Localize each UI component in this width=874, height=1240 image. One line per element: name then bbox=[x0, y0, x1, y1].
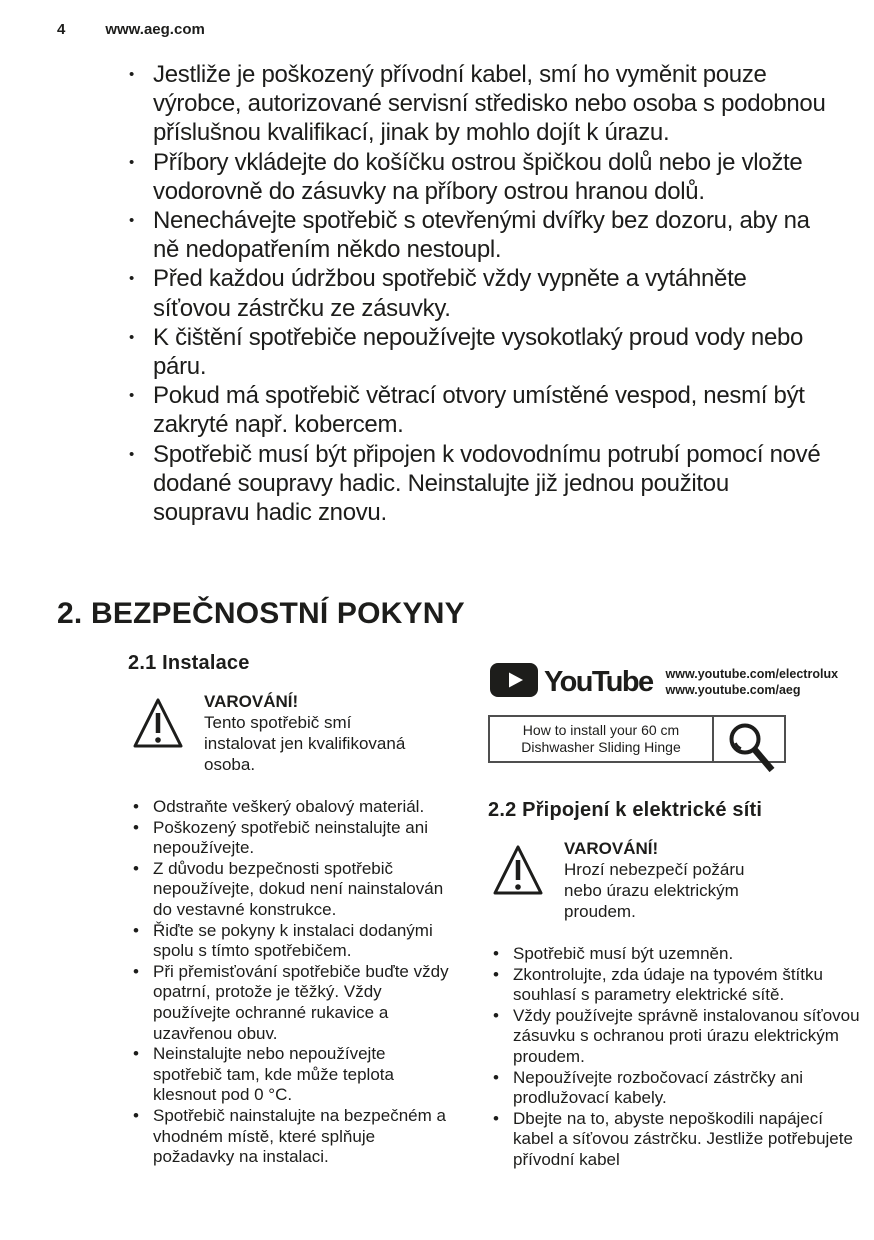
youtube-url-electrolux: www.youtube.com/electrolux bbox=[665, 667, 839, 681]
youtube-wordmark: YouTube bbox=[544, 665, 653, 698]
youtube-banner bbox=[490, 662, 862, 702]
list-item: • Spotřebič musí být uzemněn. bbox=[488, 944, 862, 965]
page-number: 4 bbox=[57, 21, 66, 38]
list-item: • Zkontrolujte, zda údaje na typovém štítku souhlasí s parametry elektrické sítě. bbox=[488, 965, 862, 1006]
electrical-warning bbox=[492, 838, 862, 922]
list-item: • Při přemisťování spotřebiče buďte vždy opatrní, protože je těžký. Vždy používejte ochranné rukavice a uzavřenou obuv. bbox=[128, 962, 452, 1044]
warning-label: VAROVÁNÍ! bbox=[564, 839, 659, 858]
list-item: • Nenechávejte spotřebič s otevřenými dvířky bez dozoru, aby na ně nedopatřením někdo nestoupl. bbox=[126, 206, 826, 264]
list-item: • Poškozený spotřebič neinstalujte ani nepoužívejte. bbox=[128, 818, 452, 859]
electrical-bullet-list bbox=[488, 944, 862, 1171]
warning-body: Hrozí nebezpečí požáru nebo úrazu elektrickým proudem. bbox=[564, 860, 745, 921]
warning-text-block bbox=[564, 838, 782, 922]
page-header bbox=[57, 21, 205, 38]
list-item: • Pokud má spotřebič větrací otvory umístěné vespod, nesmí být zakryté např. kobercem. bbox=[126, 381, 826, 439]
installation-warning bbox=[132, 691, 452, 775]
list-item: • Spotřebič musí být připojen k vodovodnímu potrubí pomocí nové dodané soupravy hadic. Neinstalujte již jednou použitou soupravu hadic znovu. bbox=[126, 440, 826, 528]
section-title: 2. BEZPEČNOSTNÍ POKYNY bbox=[57, 597, 465, 630]
video-title bbox=[490, 717, 714, 761]
youtube-urls bbox=[666, 666, 839, 698]
list-item: • Z důvodu bezpečnosti spotřebič nepoužívejte, dokud není nainstalován do vestavné konstrukce. bbox=[128, 859, 452, 921]
list-item: • Odstraňte veškerý obalový materiál. bbox=[128, 797, 452, 818]
intro-bullet-list bbox=[126, 60, 826, 527]
installation-heading: 2.1 Instalace bbox=[128, 652, 250, 674]
magnifier-cell bbox=[714, 717, 784, 761]
list-item: • Nepoužívejte rozbočovací zástrčky ani prodlužovací kabely. bbox=[488, 1068, 862, 1109]
warning-text-block bbox=[204, 691, 422, 775]
video-title-line1: How to install your 60 cm bbox=[522, 722, 680, 738]
youtube-logo bbox=[490, 663, 653, 702]
list-item: • Vždy používejte správně instalovanou síťovou zásuvku s ochranou proti úrazu elektrickým proudem. bbox=[488, 1006, 862, 1068]
video-title-line2: Dishwasher Sliding Hinge bbox=[521, 739, 681, 755]
two-column-layout bbox=[128, 652, 862, 1171]
warning-body: Tento spotřebič smí instalovat jen kvalifikovaná osoba. bbox=[204, 713, 406, 774]
warning-triangle-icon bbox=[132, 695, 184, 775]
youtube-play-icon bbox=[490, 663, 538, 702]
warning-label: VAROVÁNÍ! bbox=[204, 692, 299, 711]
video-search-box bbox=[488, 715, 786, 763]
electrical-heading: 2.2 Připojení k elektrické síti bbox=[488, 799, 763, 821]
youtube-url-aeg: www.youtube.com/aeg bbox=[665, 683, 801, 697]
list-item: • Spotřebič nainstalujte na bezpečném a vhodném místě, které splňuje požadavky na instalaci. bbox=[128, 1106, 452, 1168]
installation-bullet-list bbox=[128, 797, 452, 1168]
list-item: • Jestliže je poškozený přívodní kabel, smí ho vyměnit pouze výrobce, autorizované servisní středisko nebo osoba s podobnou příslušnou kvalifikací, jinak by mohlo dojít k úrazu. bbox=[126, 60, 826, 148]
electrical-column bbox=[488, 652, 862, 1171]
list-item: • Řiďte se pokyny k instalaci dodanými spolu s tímto spotřebičem. bbox=[128, 921, 452, 962]
installation-column bbox=[128, 652, 452, 1171]
list-item: • Dbejte na to, abyste nepoškodili napájecí kabel a síťovou zástrčku. Jestliže potřebujete přívodní kabel bbox=[488, 1109, 862, 1171]
intro-safety-list bbox=[126, 60, 826, 527]
warning-triangle-icon bbox=[492, 842, 544, 922]
list-item: • Před každou údržbou spotřebič vždy vypněte a vytáhněte síťovou zástrčku ze zásuvky. bbox=[126, 264, 826, 322]
site-url: www.aeg.com bbox=[105, 21, 205, 38]
list-item: • Příbory vkládejte do košíčku ostrou špičkou dolů nebo je vložte vodorovně do zásuvky na příbory ostrou hranou dolů. bbox=[126, 148, 826, 206]
list-item: • K čištění spotřebiče nepoužívejte vysokotlaký proud vody nebo páru. bbox=[126, 323, 826, 381]
list-item: • Neinstalujte nebo nepoužívejte spotřebič tam, kde může teplota klesnout pod 0 °C. bbox=[128, 1044, 452, 1106]
